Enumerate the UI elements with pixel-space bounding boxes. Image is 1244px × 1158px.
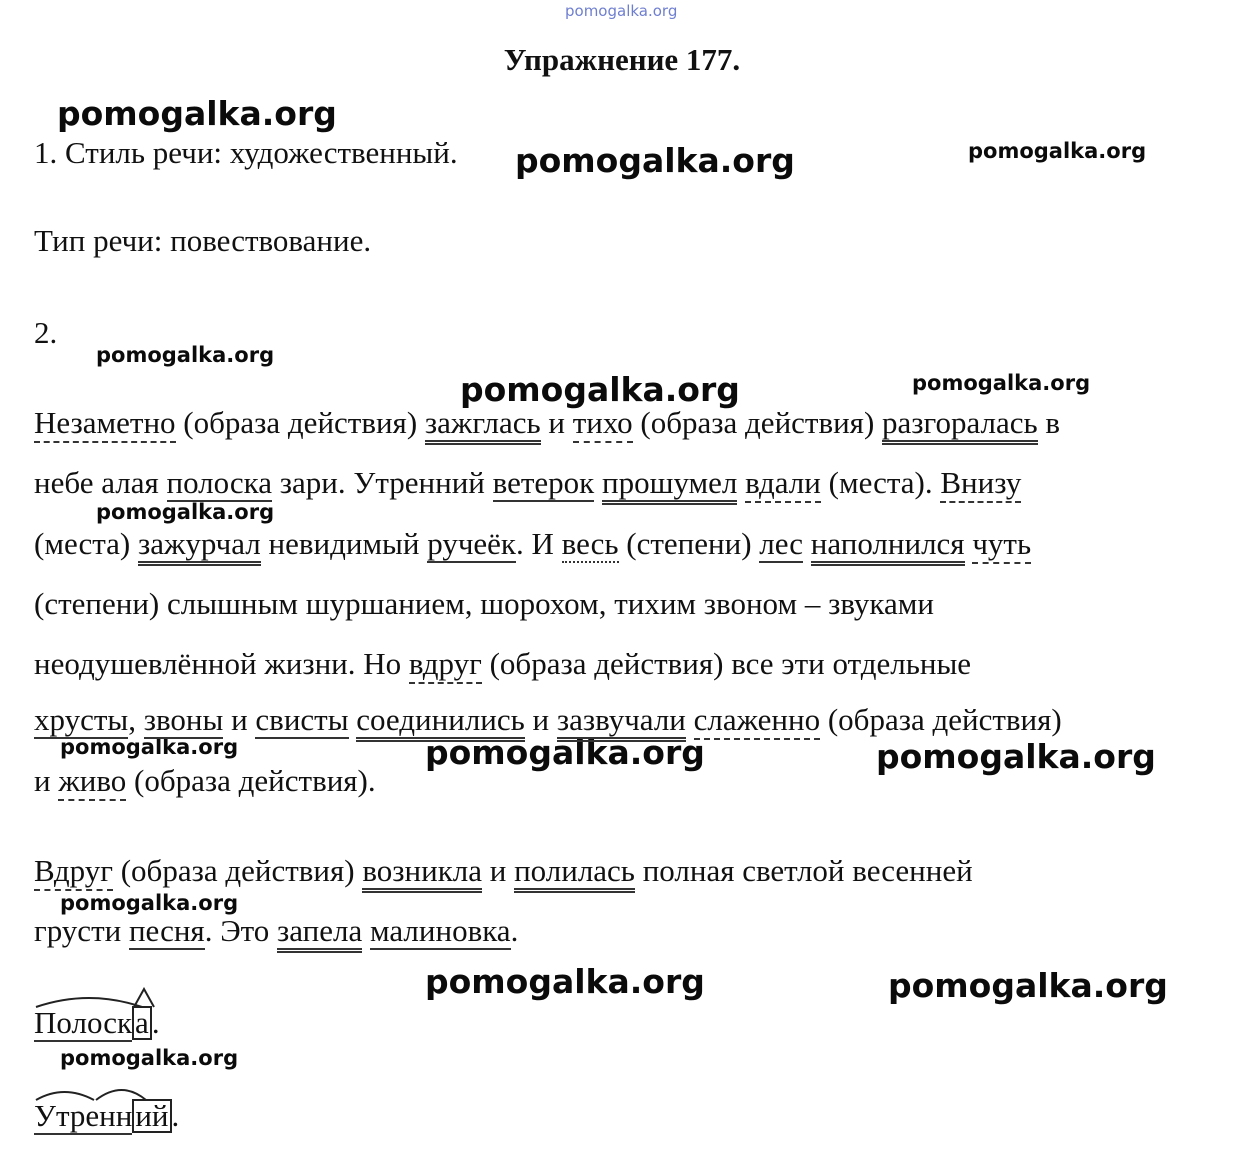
subject-word: свисты	[255, 702, 349, 737]
text-line: небе алая полоска зари. Утренний ветерок прошумел вдали (места). Внизу	[34, 465, 1021, 501]
text-line: (степени) слышным шуршанием, шорохом, тихим звоном – звуками	[34, 586, 934, 621]
text-line: неодушевлённой жизни. Но вдруг (образа действия) все эти отдельные	[34, 646, 971, 682]
subject-word: хрусты	[34, 702, 129, 737]
adverbial-word: чуть	[972, 526, 1031, 564]
speech-type-line: Тип речи: повествование.	[34, 223, 372, 258]
word-morphemes: Утренний.	[34, 1098, 179, 1134]
modifier-word: весь	[561, 526, 619, 561]
exercise-title: Упражнение 177.	[503, 42, 741, 77]
predicate-word: возникла	[362, 853, 482, 893]
predicate-word: прошумел	[602, 465, 737, 505]
root-arc-icon	[34, 1080, 194, 1104]
text-line: хрусты, звоны и свисты соединились и зазвучали слаженно (образа действия)	[34, 702, 1062, 738]
adverbial-word: вдали	[745, 465, 821, 503]
watermark: pomogalka.org	[888, 966, 1168, 1005]
watermark: pomogalka.org	[96, 500, 275, 524]
adverbial-word: Вдруг	[34, 853, 113, 891]
adverbial-word: слаженно	[694, 702, 820, 740]
predicate-word: зажглась	[425, 405, 541, 445]
item-number-2: 2.	[34, 315, 58, 350]
adverbial-word: тихо	[573, 405, 633, 443]
subject-word: ручеёк	[427, 526, 516, 561]
watermark: pomogalka.org	[57, 94, 337, 133]
adverbial-word: живо	[58, 763, 126, 801]
word-morphemes: Полоска.	[34, 1005, 160, 1041]
predicate-word: соединились	[356, 702, 525, 742]
watermark-top: pomogalka.org	[565, 2, 678, 20]
predicate-word: полилась	[514, 853, 635, 893]
speech-style-line: 1. Стиль речи: художественный.	[34, 135, 458, 170]
subject-word: звоны	[143, 702, 224, 737]
root-arc-icon	[34, 987, 194, 1011]
watermark: pomogalka.org	[968, 139, 1147, 163]
subject-word: песня	[128, 913, 205, 948]
watermark: pomogalka.org	[60, 891, 239, 915]
watermark: pomogalka.org	[876, 737, 1156, 776]
subject-word: малиновка	[369, 913, 511, 948]
ending-box: ий	[132, 1099, 171, 1133]
subject-word: полоска	[166, 465, 273, 500]
watermark: pomogalka.org	[425, 962, 705, 1001]
ending-box: а	[132, 1006, 152, 1040]
watermark: pomogalka.org	[515, 141, 795, 180]
predicate-word: наполнился	[811, 526, 965, 566]
morpheme-analysis	[34, 1098, 179, 1134]
text-line: Вдруг (образа действия) возникла и полилась полная светлой весенней	[34, 853, 973, 889]
adverbial-word: Незаметно	[34, 405, 176, 443]
text-line: (места) зажурчал невидимый ручеёк. И весь (степени) лес наполнился чуть	[34, 526, 1031, 562]
morpheme-analysis	[34, 1005, 160, 1041]
text-line: и живо (образа действия).	[34, 763, 376, 799]
watermark: pomogalka.org	[60, 735, 239, 759]
watermark: pomogalka.org	[96, 343, 275, 367]
predicate-word: разгоралась	[882, 405, 1038, 445]
predicate-word: запела	[277, 913, 362, 953]
predicate-word: зажурчал	[138, 526, 261, 566]
subject-word: лес	[759, 526, 804, 561]
adverbial-word: Внизу	[940, 465, 1021, 503]
watermark: pomogalka.org	[425, 733, 705, 772]
text-line: грусти песня. Это запела малиновка.	[34, 913, 518, 949]
watermark: pomogalka.org	[60, 1046, 239, 1070]
predicate-word: зазвучали	[557, 702, 686, 742]
watermark: pomogalka.org	[460, 370, 740, 409]
watermark: pomogalka.org	[912, 371, 1091, 395]
adverbial-word: вдруг	[409, 646, 482, 684]
text-line: Незаметно (образа действия) зажглась и тихо (образа действия) разгоралась в	[34, 405, 1060, 441]
subject-word: ветерок	[492, 465, 595, 500]
